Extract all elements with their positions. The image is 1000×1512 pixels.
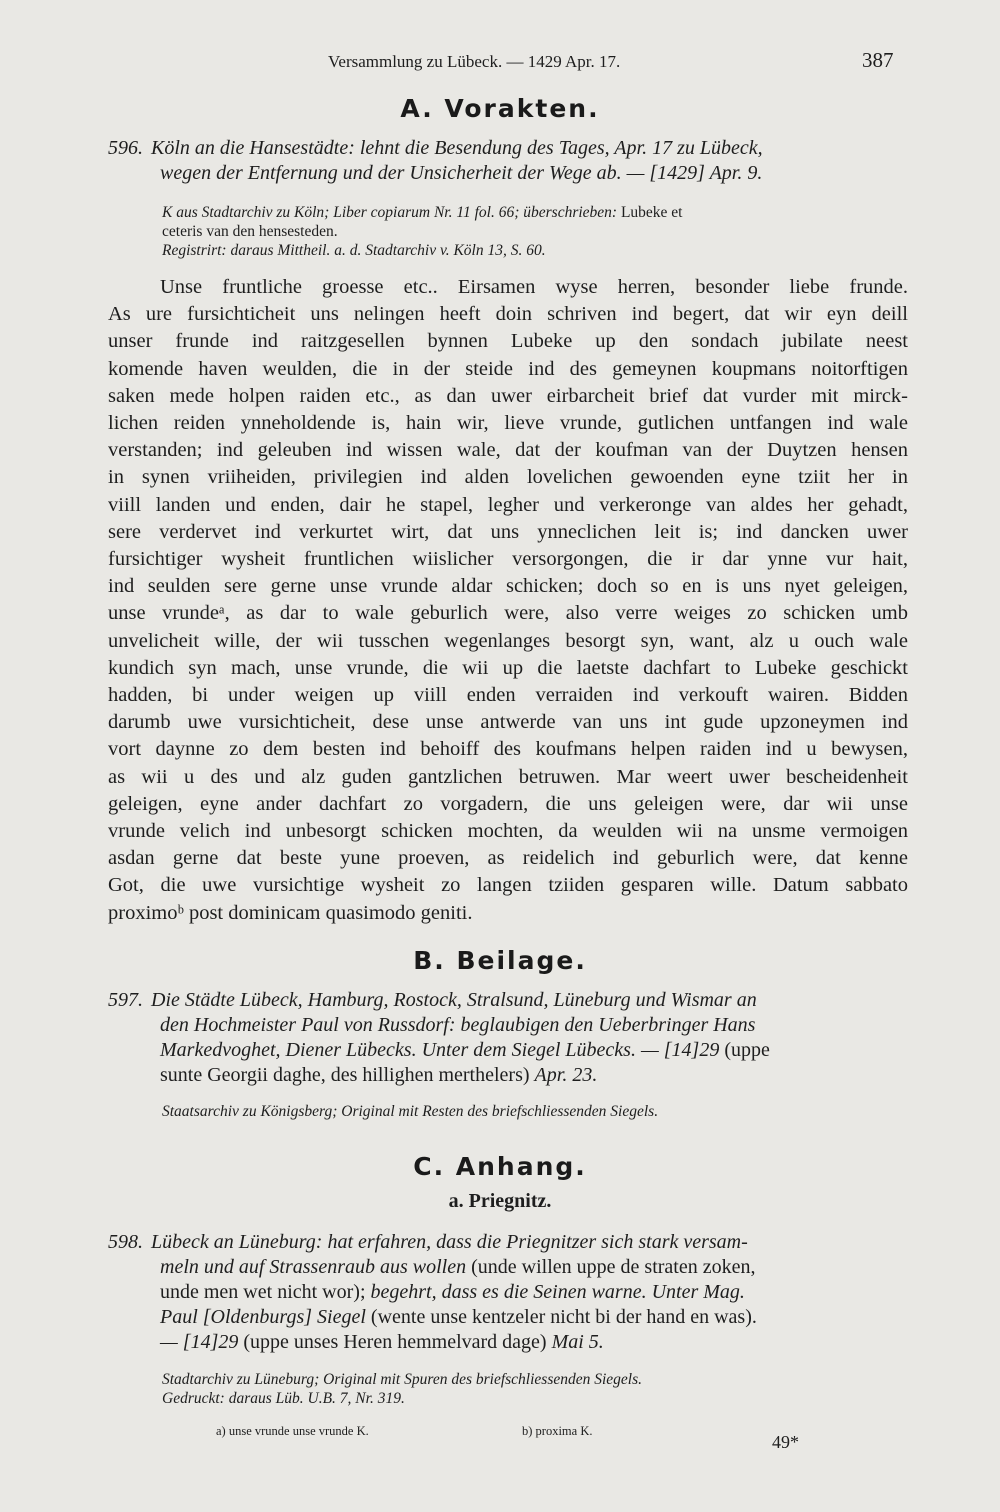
text-line: ind seulden sere gerne unse vrunde aldar schicken; doch so en is uns nyet geleigen,	[108, 575, 908, 598]
summary-line: den Hochmeister Paul von Russdorf: beglaubigen den Ueberbringer Hans	[160, 1014, 756, 1036]
text-line: saken mede holpen raiden etc., as dan uwer eirbarcheit brief dat vurder mit mirck-	[108, 384, 908, 407]
text-line: As ure fursichticheit uns nelingen heeft doin schriven ind begert, dat wir eyn deill	[108, 303, 908, 326]
text-line: proximoᵇ post dominicam quasimodo geniti.	[108, 901, 473, 924]
entry-number: 597.	[108, 989, 143, 1011]
summary-line: 596. Köln an die Hansestädte: lehnt die Besendung des Tages, Apr. 17 zu Lübeck,	[108, 137, 763, 159]
text-line: darumb uwe vursichticheit, dese unse antwerde van uns int gude upzoneymen ind	[108, 711, 908, 734]
text-line: komende haven weulden, die in der steide ind des gemeynen koupmans noitorftigen	[108, 357, 908, 380]
summary-line: unde men wet nicht wor); begehrt, dass es die Seinen warne. Unter Mag.	[160, 1281, 745, 1303]
source-line: K aus Stadtarchiv zu Köln; Liber copiarum Nr. 11 fol. 66; überschrieben: Lubeke et	[162, 204, 683, 221]
text-line: in synen vriiheiden, privilegien ind alden lovelichen gewoenden eyne tziit her in	[108, 466, 908, 489]
text-line: unser frunde ind raitzgesellen bynnen Lubeke up den sondach jubilate neest	[108, 330, 908, 353]
text-line: fursichtiger wysheit fruntlichen wiislicher versorgongen, die ir dar ynne vur hait,	[108, 548, 908, 571]
text-line: as wii u des und alz guden gantzlichen betruwen. Mar weert uwer bescheidenheit	[108, 765, 908, 788]
running-title: Versammlung zu Lübeck. — 1429 Apr. 17.	[328, 52, 621, 71]
running-header	[0, 46, 1000, 76]
text-line: lichen reiden ynneholdende is, hain wir, lieve vrunde, gutlichen untfangen ind wale	[108, 412, 908, 435]
subsection-heading: a. Priegnitz.	[448, 1190, 552, 1212]
summary-line: 597. Die Städte Lübeck, Hamburg, Rostock, Stralsund, Lüneburg und Wismar an	[108, 989, 757, 1011]
footnote-b: b) proxima K.	[522, 1424, 593, 1438]
source-line: Registrirt: daraus Mittheil. a. d. Stadtarchiv v. Köln 13, S. 60.	[162, 242, 546, 259]
text-line: Got, die uwe vursichtige wysheit zo langen tziiden gesparen wille. Datum sabbato	[108, 874, 908, 897]
summary-line: Markedvoghet, Diener Lübecks. Unter dem Siegel Lübecks. — [14]29 (uppe	[160, 1039, 770, 1061]
summary-line: — [14]29 (uppe unses Heren hemmelvard dage) Mai 5.	[160, 1331, 604, 1353]
letter-text-596	[108, 274, 908, 927]
summary-line: 598. Lübeck an Lüneburg: hat erfahren, dass die Priegnitzer sich stark versam-	[108, 1231, 748, 1253]
section-heading-a: A. Vorakten.	[400, 94, 600, 123]
entry-597-summary	[108, 988, 908, 1088]
page-number: 387	[862, 48, 894, 72]
signature-mark: 49*	[772, 1432, 799, 1452]
footnotes	[0, 1424, 1000, 1444]
summary-line: sunte Georgii daghe, des hillighen merthelers) Apr. 23.	[160, 1064, 598, 1086]
entry-596-source	[162, 203, 912, 260]
text-line: unvelicheit wille, der wii tusschen wegenlanges besorgt syn, want, alz u ouch wale	[108, 629, 908, 652]
text-line: Unse fruntliche groesse etc.. Eirsamen wyse herren, besonder liebe frunde.	[160, 276, 908, 298]
text-line: vort daynne zo dem besten ind behoiff des koufmans helpen raiden ind u bewysen,	[108, 738, 908, 761]
entry-596-summary	[108, 136, 908, 186]
text-line: sere verdervet ind verkurtet wirt, dat uns ynneclichen leit is; ind dancken uwer	[108, 520, 908, 543]
section-heading-b: B. Beilage.	[413, 946, 587, 975]
section-heading-c: C. Anhang.	[413, 1152, 587, 1181]
text-line: verstanden; ind geleuben ind wissen wale, dat der koufman van der Duytzen hensen	[108, 439, 908, 462]
text-line: kundich syn mach, unse vrunde, die wii up die laetste dachfart to Lubeke geschickt	[108, 656, 908, 679]
entry-number: 596.	[108, 137, 143, 159]
summary-line: Paul [Oldenburgs] Siegel (wente unse kentzeler nicht bi der hand en was).	[160, 1306, 757, 1328]
text-line: geleigen, eyne ander dachfart zo vorgadern, die uns geleigen were, dar wii unse	[108, 792, 908, 815]
source-line: Staatsarchiv zu Königsberg; Original mit Resten des briefschliessenden Siegels.	[162, 1103, 659, 1120]
entry-597-source	[162, 1102, 912, 1121]
footnote-a: a) unse vrunde unse vrunde K.	[216, 1424, 369, 1438]
source-line: Stadtarchiv zu Lüneburg; Original mit Spuren des briefschliessenden Siegels.	[162, 1371, 643, 1388]
text-line: asdan gerne dat beste yune proeven, as reidelich ind geburlich were, dat kenne	[108, 847, 908, 870]
text-line: vrunde velich ind unbesorgt schicken mochten, da weulden wii na unsme vermoigen	[108, 820, 908, 843]
text-line: unse vrundeᵃ, as dar to wale geburlich were, also verre weiges zo schicken umb	[108, 602, 908, 625]
source-line: ceteris van den hensesteden.	[162, 223, 338, 240]
summary-line: wegen der Entfernung und der Unsicherheit der Wege ab. — [1429] Apr. 9.	[160, 162, 763, 184]
text-line: hadden, bi under weigen up viill enden verraiden ind verkouft wairen. Bidden	[108, 684, 908, 707]
entry-number: 598.	[108, 1231, 143, 1253]
summary-line: meln und auf Strassenraub aus wollen (unde willen uppe de straten zoken,	[160, 1256, 756, 1278]
entry-598-source	[162, 1370, 912, 1408]
entry-598-summary	[108, 1230, 908, 1355]
source-line: Gedruckt: daraus Lüb. U.B. 7, Nr. 319.	[162, 1390, 405, 1407]
text-line: viill landen und enden, dair he stapel, legher und verkeronge van aldes her gehadt,	[108, 493, 908, 516]
